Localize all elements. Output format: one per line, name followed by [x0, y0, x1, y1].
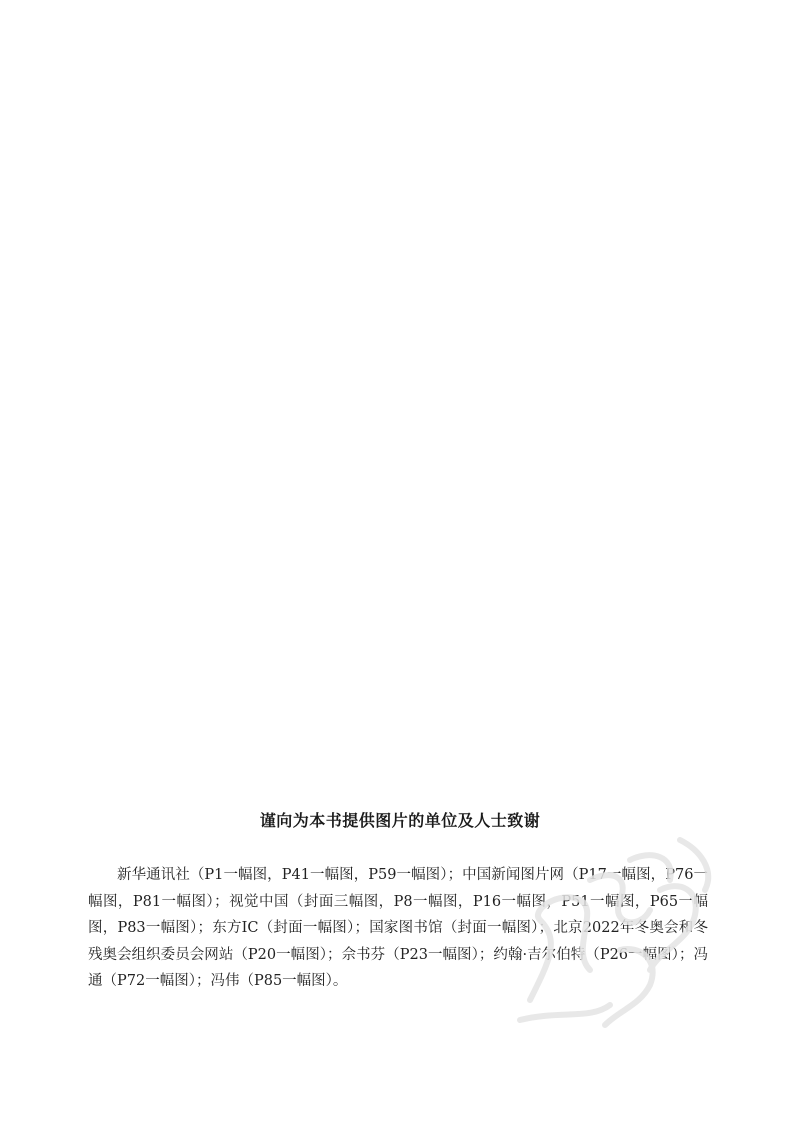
- acknowledgement-paragraph: 新华通讯社（P1一幅图，P41一幅图，P59一幅图）；中国新闻图片网（P17一幅图，P76一幅图，P81一幅图）；视觉中国（封面三幅图，P8一幅图，P16一幅图，P51一幅图，P65一幅图，P83一幅图）；东方IC（封面一幅图）；国家图书馆（封面一幅图）；北京2022年冬奥会和冬残奥会组织委员会网站（P20一幅图）；佘书芬（P23一幅图）；约翰·吉尔伯特（P26一幅图）；冯通（P72一幅图）；冯伟（P85一幅图）。: [88, 867, 708, 989]
- acknowledgement-heading: 谨向为本书提供图片的单位及人士致谢: [259, 811, 541, 830]
